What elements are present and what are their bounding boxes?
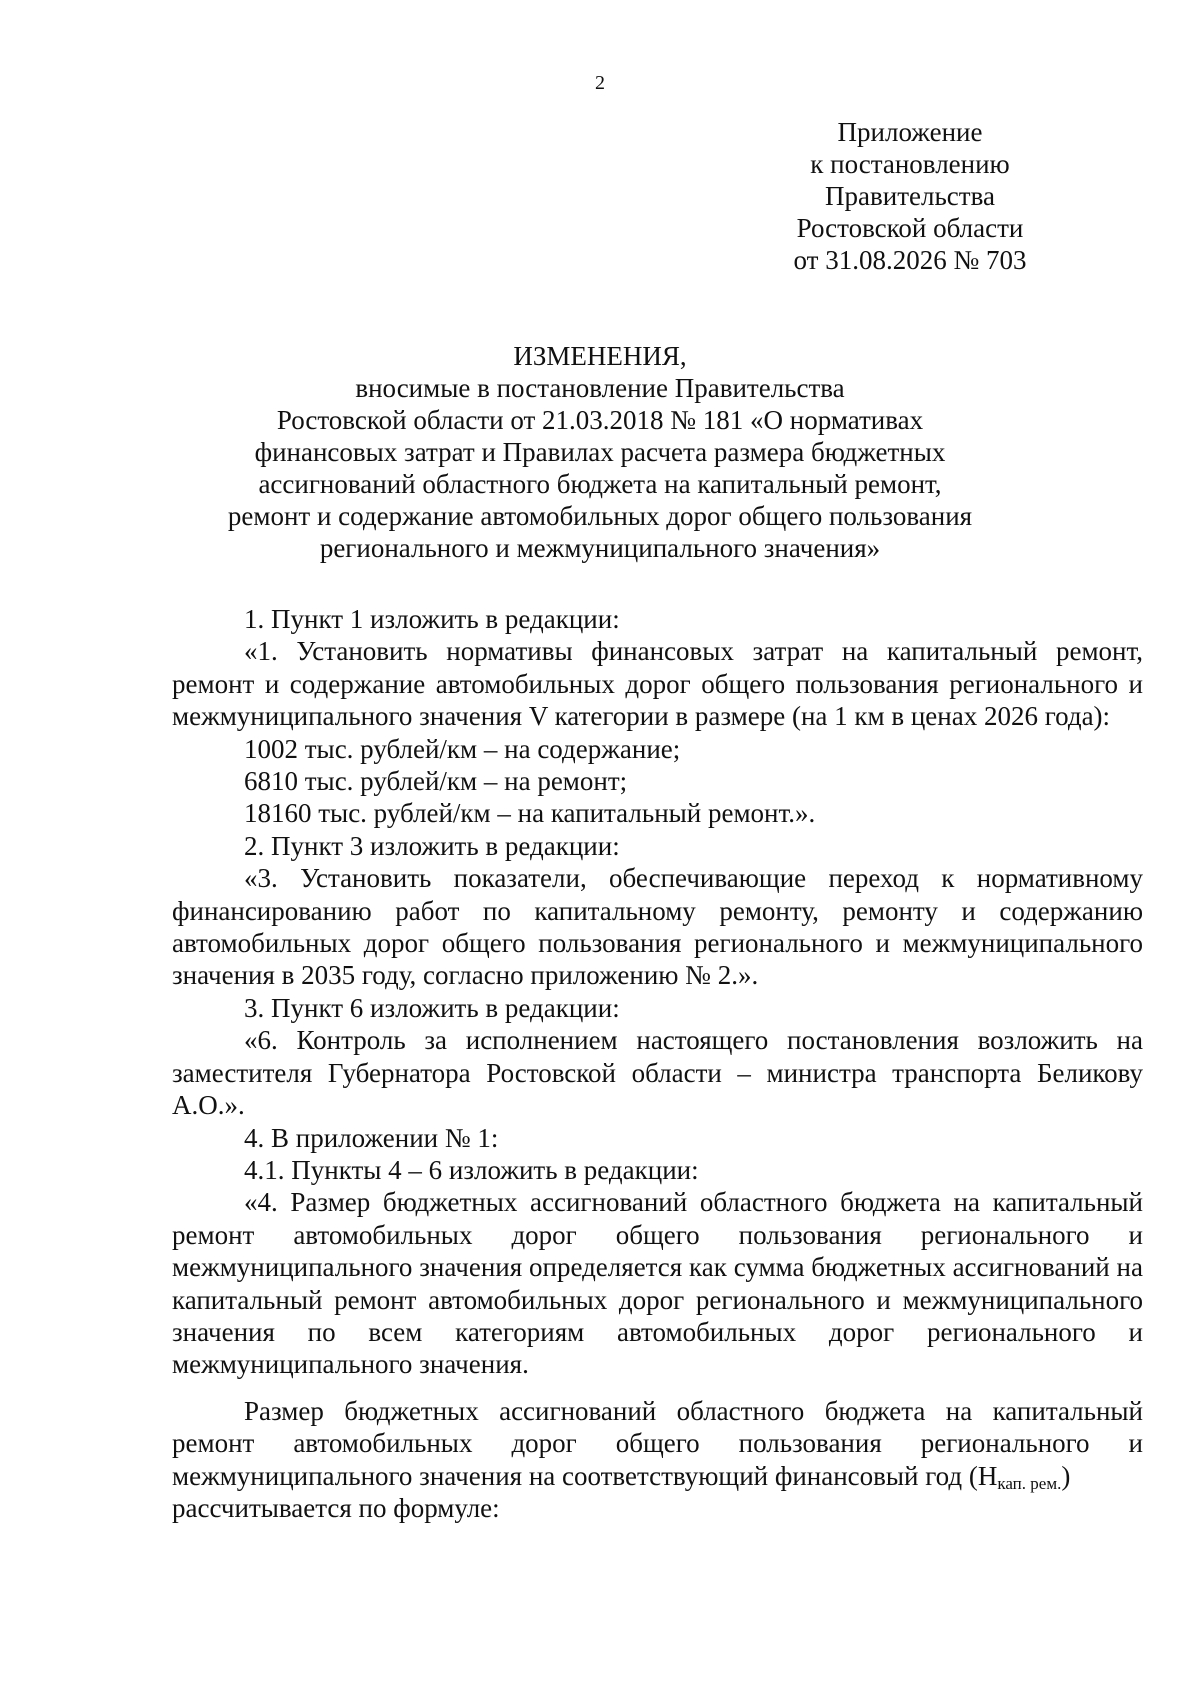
title-line: финансовых затрат и Правилах расчета размера бюджетных [254,437,946,467]
paragraph: «6. Контроль за исполнением настоящего постановления возложить на заместителя Губернатора Ростовской области – министра транспорта Беликову А.О.». [172,1025,1143,1121]
formula-close: ) [1061,1460,1071,1491]
paragraph: 2. Пункт 3 изложить в редакции: [244,830,620,861]
title-line: вносимые в постановление Правительства [355,373,845,403]
appendix-line: Ростовской области [796,213,1024,243]
appendix-line: к постановлению [810,149,1010,179]
formula-subscript: кап. рем. [997,1473,1062,1493]
paragraph: «4. Размер бюджетных ассигнований областного бюджета на капитальный ремонт автомобильных дорог общего пользования регионального и межмуниципального значения определяется как сумма бюджетных ассигнований на капитальный ремонт автомобильных дорог регионального и межмуниципального значения по всем категориям автомобильных дорог регионального и межмуниципального значения. [172,1187,1143,1380]
appendix-line: Приложение [837,117,983,147]
paragraph: рассчитывается по формуле: [172,1492,500,1523]
paragraph: 3. Пункт 6 изложить в редакции: [244,992,620,1023]
document-title [0,340,1200,564]
page-number: 2 [595,72,605,94]
paragraph: 1002 тыс. рублей/км – на содержание; [244,733,681,764]
document-body [172,603,1143,1524]
appendix-line: от 31.08.2026 № 703 [793,245,1027,275]
paragraph-formula-intro [172,1395,1143,1492]
paragraph: «1. Установить нормативы финансовых затрат на капитальный ремонт, ремонт и содержание автомобильных дорог общего пользования регионального и межмуниципального значения V категории в размере (на 1 км в ценах 2026 года): [172,636,1143,732]
title-line: ассигнований областного бюджета на капитальный ремонт, [258,469,942,499]
title-line: регионального и межмуниципального значения» [319,533,881,563]
paragraph-text: Размер бюджетных ассигнований областного бюджета на капитальный ремонт автомобильных дорог общего пользования регионального и межмуниципального значения на соответствующий финансовый год (Н [172,1395,1143,1491]
paragraph: 4. В приложении № 1: [244,1122,499,1153]
title-line: ремонт и содержание автомобильных дорог общего пользования [227,501,973,531]
title-heading: ИЗМЕНЕНИЯ, [513,341,687,371]
appendix-stamp [680,116,1140,276]
paragraph: 4.1. Пункты 4 – 6 изложить в редакции: [244,1154,699,1185]
appendix-line: Правительства [825,181,995,211]
paragraph: 1. Пункт 1 изложить в редакции: [244,604,620,634]
title-line: Ростовской области от 21.03.2018 № 181 «О нормативах [276,405,924,435]
paragraph: «3. Установить показатели, обеспечивающие переход к нормативному финансированию работ по капитальному ремонту, ремонту и содержанию автомобильных дорог общего пользования регионального и межмуниципального значения в 2035 году, согласно приложению № 2.». [172,863,1143,991]
paragraph: 18160 тыс. рублей/км – на капитальный ремонт.». [244,798,816,829]
paragraph: 6810 тыс. рублей/км – на ремонт; [244,766,628,797]
